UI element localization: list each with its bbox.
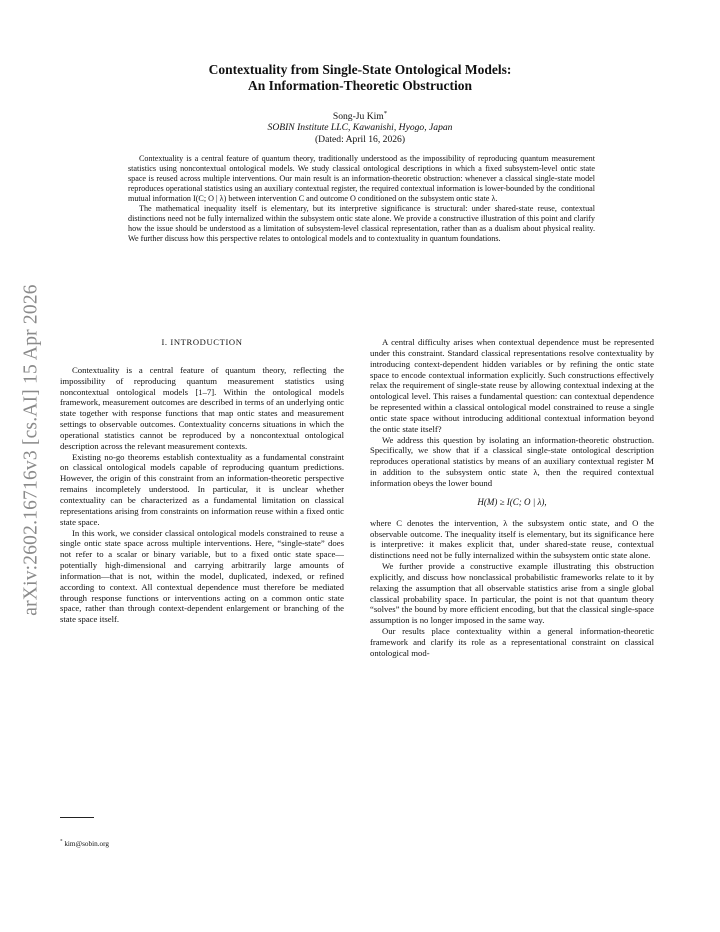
abstract-paragraph-2: The mathematical inequality itself is elementary, but its interpretive significance is structural: under shared-state reuse, contextual distinctions need not be fully internalized within the subsystem ontic state alone. We provide a constructive illustration of this point and clarify how the issue should be understood as a limitation of subsystem-level classical representation, rather than as a dualism about physical reality. We further discuss how this perspective relates to ontological models and to contextuality in quantum foundations. [128,204,595,244]
dated: (Dated: April 16, 2026) [314,133,406,145]
right-column [370,337,654,659]
abstract-paragraph-1: Contextuality is a central feature of quantum theory, traditionally understood as the impossibility of reproducing quantum measurement statistics using noncontextual ontological models. We study classical ontological descriptions in which a fixed subsystem-level ontic state space is reused across multiple interventions. Our main result is an information-theoretic obstruction: whenever a classical single-state model reproduces operational statistics using an auxiliary contextual register, the required contextual information is lower-bounded by the conditional mutual information I(C; O | λ) between intervention C and outcome O conditioned on the subsystem ontic state λ. [128,154,595,204]
intro-paragraph-6: where C denotes the intervention, λ the subsystem ontic state, and O the observable outcome. The inequality itself is elementary, but its significance here is interpretive: it makes explicit that, under shared-state reuse, contextual distinctions need not be fully internalized within the subsystem ontic state alone. [370,517,654,561]
footnote-divider [60,817,94,818]
left-column [60,337,344,625]
intro-paragraph-1: Contextuality is a central feature of quantum theory, reflecting the impossibility of reproducing quantum measurement statistics using noncontextual ontological models [1–7]. Within the ontological models framework, measurement outcomes are described in terms of an underlying ontic state together with response functions that map ontic states and measurement settings to observable outcomes. Contextuality concerns situations in which the operational statistics cannot be reproduced by a noncontextual ontological description across the relevant measurement contexts. [60,364,344,451]
intro-paragraph-8: Our results place contextuality within a general information-theoretic framework and clarify its role as a representational constraint on classical ontological mod- [370,626,654,658]
author-name: Song-Ju Kim [332,111,384,122]
author-line [60,111,660,122]
equation-bound: H(M) ≥ I(C; O | λ), [477,496,547,507]
intro-paragraph-4: A central difficulty arises when contextual dependence must be represented under this constraint. Standard classical representations resolve contextuality by introducing context-dependent hidden variables or by refining the ontic state space to encode contextual information explicitly. Such constructions effectively relax the requirement of single-state reuse by allowing contextual indexing at the ontological level. This raises a fundamental question: can contextual dependence be represented within a classical ontological model constrained to reuse a single ontic state space without introducing additional contextual information beyond the ontic state itself? [370,337,654,434]
arxiv-side-identifier [2,240,62,660]
author-block [60,111,660,145]
arxiv-identifier-text: arXiv:2602.16716v3 [cs.AI] 15 Apr 2026 [21,284,43,616]
intro-paragraph-3: In this work, we consider classical ontological models constrained to reuse a single ontic state space across multiple interventions. Here, “single-state” does not refer to a scalar or binary variable, but to a fixed ontic state space—potentially high-dimensional and carrying arbitrarily large amounts of information—that is not, within the model, duplicated, indexed, or refined according to context. All contextual dependence must therefore be mediated through response functions or interventions acting on a common ontic state space, rather than through context-dependent enlargement or branching of the state space itself. [60,527,344,625]
title-line-2: An Information-Theoretic Obstruction [248,77,472,93]
section-heading-introduction: I. INTRODUCTION [161,337,243,347]
affiliation: SOBIN Institute LLC, Kawanishi, Hyogo, Japan [267,122,453,134]
abstract [128,154,595,244]
intro-paragraph-5: We address this question by isolating an information-theoretic obstruction. Specifically, we show that if a classical single-state ontological description reproduces operational statistics by means of an auxiliary contextual register M in addition to the subsystem ontic state λ, then the required contextual information obeys the lower bound [370,434,654,488]
footnote-mark: * [60,839,63,845]
intro-paragraph-2: Existing no-go theorems establish contextuality as a fundamental constraint on classical ontological models capable of reproducing quantum predictions. However, the origin of this constraint from an information-theoretic perspective remains incompletely understood. In particular, it is unclear whether contextuality can be characterized as a fundamental limitation on classical representations arising from constraints on information reuse within a fixed ontic state space. [60,451,344,527]
intro-paragraph-7: We further provide a constructive example illustrating this obstruction explicitly, and discuss how nonclassical probabilistic frameworks relate to it by relaxing the assumption that all observable statistics arise from a single global classical probability space. In particular, the point is not that quantum theory “solves” the bound by more efficient encoding, but that the classical single-space assumption is no longer imposed in the same way. [370,561,654,626]
footnote-email: kim@sobin.org [64,840,109,848]
author-mark: * [383,109,388,117]
title-line-1: Contextuality from Single-State Ontological Models: [208,62,512,77]
footnote [60,840,109,849]
paper-title [60,62,660,93]
